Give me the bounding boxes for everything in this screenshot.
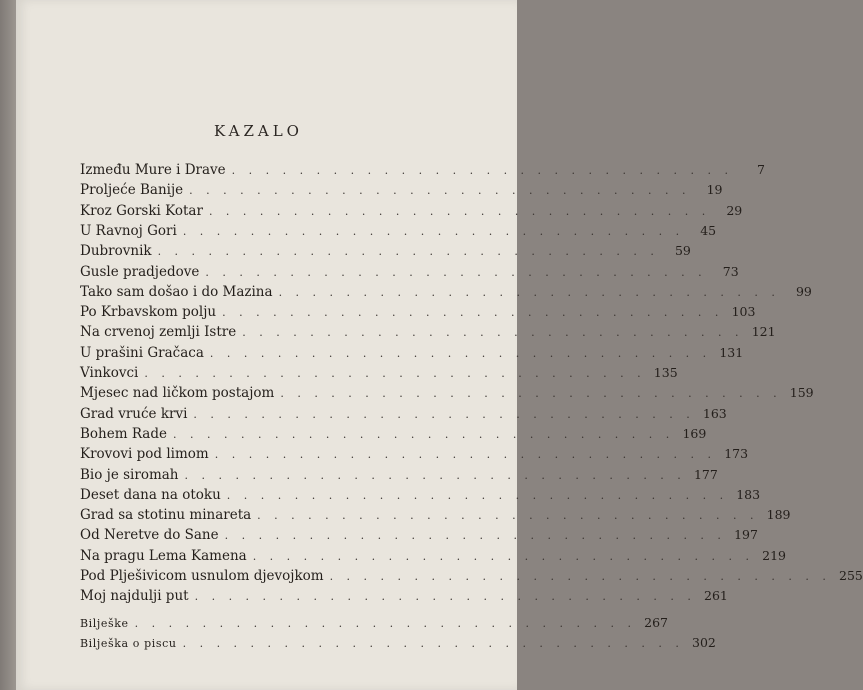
toc-entry: [80, 634, 716, 655]
page-title: KAZALO: [214, 122, 303, 140]
dot-leader: . . . . . . . . . . . . . . . . . . . . . . . . . . . . . .: [280, 387, 782, 401]
toc-entry: [80, 547, 786, 568]
toc-entry: [80, 344, 744, 365]
toc-entry-page: 163: [702, 405, 727, 421]
toc-entry-page: 19: [706, 182, 723, 198]
toc-entry: [80, 486, 761, 507]
dot-leader: . . . . . . . . . . . . . . . . . . . . . . . . . . . . . .: [157, 245, 659, 259]
toc-entry-page: 302: [692, 634, 716, 650]
dot-leader: . . . . . . . . . . . . . . . . . . . . . . . . . . . . . .: [214, 448, 717, 462]
toc-entry-page: 73: [722, 263, 739, 279]
dot-leader: . . . . . . . . . . . . . . . . . . . . . . . . . . . . . .: [226, 488, 729, 502]
toc-entry-page: 197: [734, 527, 758, 543]
toc-entry-page: 169: [682, 425, 707, 441]
toc-entry-page: 103: [731, 304, 756, 320]
toc-entry: [80, 466, 718, 487]
dot-leader: . . . . . . . . . . . . . . . . . . . . . . . . . . . . . .: [329, 570, 831, 583]
dot-leader: . . . . . . . . . . . . . . . . . . . . . . . . . . . . . .: [182, 636, 684, 650]
dot-leader: . . . . . . . . . . . . . . . . . . . . . . . . . . . . . .: [172, 427, 675, 441]
dot-leader: . . . . . . . . . . . . . . . . . . . . . . . . . . . . . .: [144, 367, 646, 380]
dot-leader: . . . . . . . . . . . . . . . . . . . . . . . . . . . . . .: [257, 509, 759, 523]
toc-entry: [80, 425, 707, 446]
toc-entry-page: 177: [693, 466, 718, 482]
toc-entry-page: 183: [736, 486, 761, 502]
toc-entry-page: 173: [724, 446, 749, 462]
dot-leader: . . . . . . . . . . . . . . . . . . . . . . . . . . . . . .: [231, 164, 733, 177]
toc-entry-page: 267: [644, 614, 668, 630]
toc-entry-title: Kroz Gorski Kotar: [80, 202, 203, 219]
toc-entry-title: Tako sam došao i do Mazina: [80, 283, 273, 300]
toc-entry-page: 7: [757, 162, 765, 177]
toc-entry-title: U prašini Gračaca: [80, 344, 204, 361]
dot-leader: . . . . . . . . . . . . . . . . . . . . . . . . . . . . . .: [184, 468, 686, 482]
toc-entry-title: Pod Plješivicom usnulom djevojkom: [80, 568, 324, 584]
dot-leader: . . . . . . . . . . . . . . . . . . . . . . . . . . . . . .: [252, 549, 754, 563]
toc-entry: [80, 385, 814, 405]
toc-entry: [80, 365, 678, 385]
toc-entry-title: Gusle pradjedove: [80, 263, 200, 280]
toc-entry-page: 255: [839, 568, 863, 583]
toc-entry-title: Bilješka o piscu: [80, 636, 177, 650]
dot-leader: . . . . . . . . . . . . . . . . . . . . . . . . . . . . . .: [193, 407, 695, 421]
dot-leader: . . . . . . . . . . . . . . . . . . . . . . . . . . . . . .: [194, 590, 696, 604]
dot-leader: . . . . . . . . . . . . . . . . . . . . . . . . . . . . . .: [189, 184, 691, 198]
dot-leader: . . . . . . . . . . . . . . . . . . . . . . . . . . . . . .: [242, 326, 744, 340]
toc-entry: [80, 182, 723, 202]
toc-entry-title: Proljeće Banije: [80, 182, 184, 199]
toc-entry-page: 121: [751, 324, 776, 340]
toc-entry-page: 135: [653, 365, 678, 380]
toc-entry: [80, 283, 812, 304]
background-edge: [0, 0, 16, 690]
toc-entry-page: 219: [762, 547, 786, 563]
toc-entry-title: Bio je siromah: [80, 466, 179, 483]
toc-entry: [80, 568, 863, 588]
toc-entry-title: U Ravnoj Gori: [80, 222, 177, 239]
dot-leader: . . . . . . . . . . . . . . . . . . . . . . . . . . . . . .: [224, 529, 726, 543]
toc-entry: [80, 202, 743, 223]
toc-entry-title: Krovovi pod limom: [80, 446, 209, 463]
dot-leader: . . . . . . . . . . . . . . . . . . . . . . . . . . . . . .: [209, 346, 712, 360]
toc-entry-title: Deset dana na otoku: [80, 486, 221, 503]
toc-entry-title: Od Neretve do Sane: [80, 527, 219, 544]
toc-entry: [80, 304, 756, 324]
toc-entry: [80, 588, 728, 608]
toc-entry: [80, 614, 668, 635]
toc-entry-title: Na crvenoj zemlji Istre: [80, 324, 237, 341]
toc-entry-page: 261: [704, 588, 728, 604]
toc-entry: [80, 243, 691, 263]
toc-entry-title: Vinkovci: [80, 365, 139, 381]
toc-entry-title: Između Mure i Drave: [80, 162, 226, 178]
toc-entry: [80, 507, 791, 527]
dot-leader: . . . . . . . . . . . . . . . . . . . . . . . . . . . . . .: [278, 285, 780, 299]
dot-leader: . . . . . . . . . . . . . . . . . . . . . . . . . . . . . .: [222, 306, 724, 320]
toc-entry-title: Dubrovnik: [80, 243, 152, 260]
toc-entry-page: 99: [795, 283, 812, 299]
toc-entry: [80, 405, 727, 426]
dot-leader: . . . . . . . . . . . . . . . . . . . . . . . . . . . . . .: [208, 204, 711, 218]
toc-entry: [80, 222, 717, 243]
toc-entry-page: 189: [766, 507, 791, 523]
toc-entry: [80, 263, 739, 284]
toc-entry: [80, 446, 749, 466]
toc-entry-title: Moj najdulji put: [80, 588, 189, 605]
toc-entry-title: Bohem Rade: [80, 425, 167, 442]
toc-entry-title: Grad sa stotinu minareta: [80, 507, 252, 524]
toc-entry-page: 59: [674, 243, 691, 259]
toc-entry: [80, 324, 776, 344]
toc-entry-title: Grad vruće krvi: [80, 405, 188, 422]
dot-leader: . . . . . . . . . . . . . . . . . . . . . . . . . . . . . .: [134, 616, 636, 630]
toc-entry-page: 29: [726, 202, 743, 218]
toc-entry-title: Bilješke: [80, 616, 129, 630]
toc-entry: [80, 162, 765, 182]
toc-entry-page: 45: [700, 222, 717, 238]
toc-entry-title: Na pragu Lema Kamena: [80, 547, 247, 564]
toc-entry-page: 131: [719, 344, 744, 360]
toc-entry-title: Po Krbavskom polju: [80, 304, 217, 321]
dot-leader: . . . . . . . . . . . . . . . . . . . . . . . . . . . . . .: [205, 265, 707, 279]
toc-entry-title: Mjesec nad ličkom postajom: [80, 385, 275, 402]
toc-entry: [80, 527, 758, 547]
dot-leader: . . . . . . . . . . . . . . . . . . . . . . . . . . . . . .: [182, 224, 685, 238]
toc-entry-page: 159: [789, 385, 814, 401]
